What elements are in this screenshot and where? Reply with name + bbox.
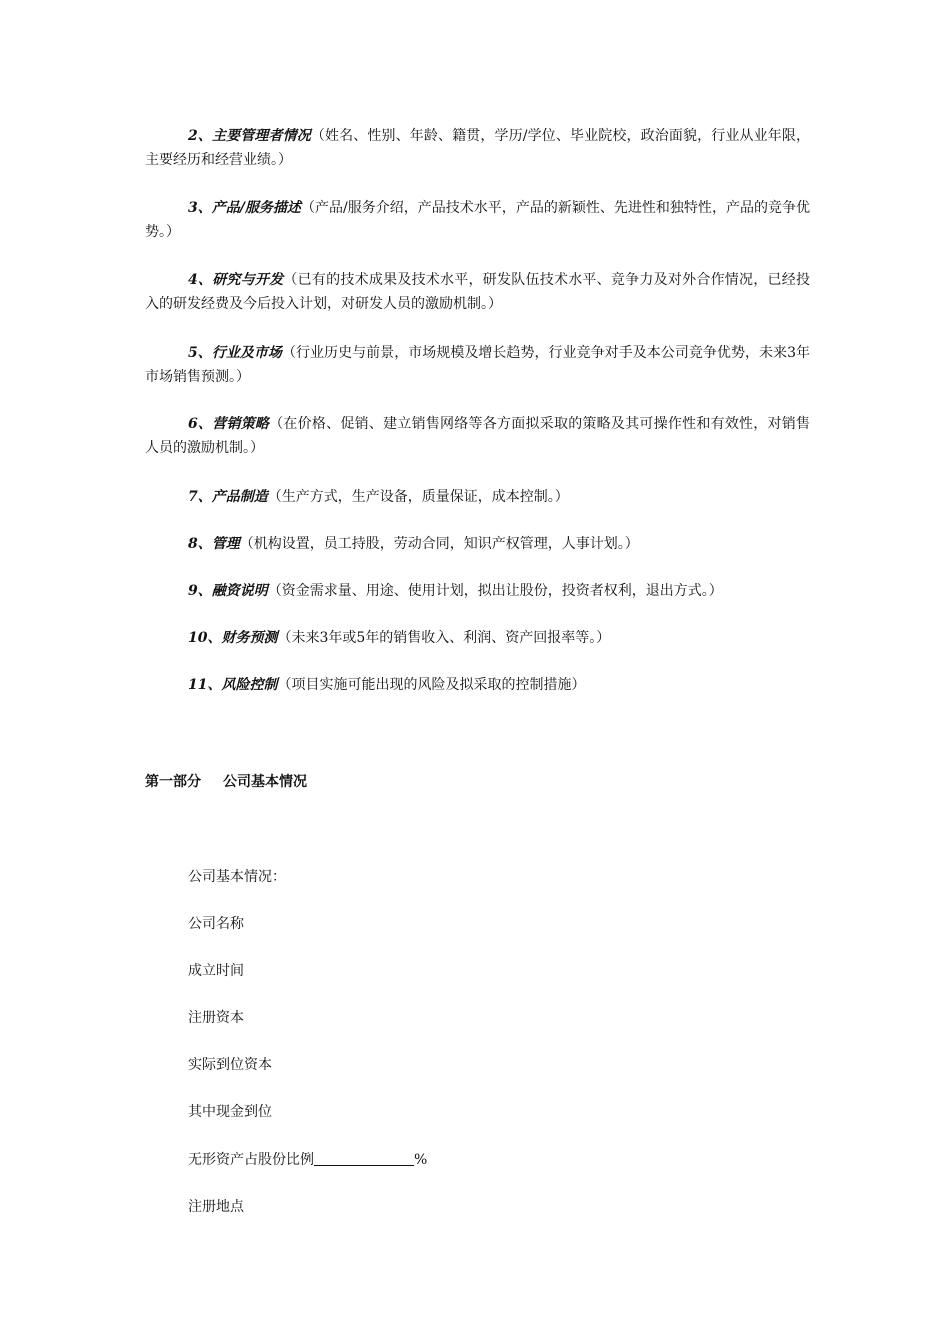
section-item-financing (145, 579, 810, 603)
section-item-product (145, 196, 810, 244)
section-item-manufacturing (145, 485, 810, 509)
section-item-forecast (145, 626, 810, 650)
field-intangible-ratio (188, 1149, 427, 1169)
section-heading: 3、产品/服务描述 (188, 200, 301, 216)
section-description: （姓名、性别、年龄、籍贯，学历/学位、毕业院校，政治面貌，行业从业年限，主要经历和经营业绩。） (145, 128, 811, 168)
section-item-admin (145, 532, 810, 556)
percent-unit: % (414, 1152, 428, 1168)
section-heading: 2、主要管理者情况 (188, 128, 311, 144)
section-item-risk (145, 673, 810, 697)
section-item-market (145, 341, 810, 389)
section-heading: 4、研究与开发 (188, 272, 284, 288)
section-description: （产品/服务介绍，产品技术水平，产品的新颖性、先进性和独特性，产品的竞争优势。） (145, 200, 810, 240)
section-description: （在价格、促销、建立销售网络等各方面拟采取的策略及其可操作性和有效性，对销售人员的激励机制。） (145, 416, 811, 456)
section-description: （未来3年或5年的销售收入、利润、资产回报率等。） (277, 630, 611, 646)
section-description: （行业历史与前景，市场规模及增长趋势，行业竞争对手及本公司竞争优势，未来3年市场销售预测。） (145, 345, 811, 385)
section-description: （已有的技术成果及技术水平，研发队伍技术水平、竞争力及对外合作情况，已经投入的研发经费及今后投入计划，对研发人员的激励机制。） (145, 272, 811, 312)
intangible-ratio-label: 无形资产占股份比例 (188, 1152, 314, 1168)
section-heading: 9、融资说明 (188, 583, 268, 599)
section-item-management (145, 124, 810, 172)
part-label: 第一部分 (145, 774, 201, 790)
section-heading: 10、财务预测 (188, 630, 278, 646)
part-title (145, 771, 307, 791)
section-description: （项目实施可能出现的风险及拟采取的控制措施） (277, 677, 586, 693)
section-description: （机构设置，员工持股，劳动合同，知识产权管理，人事计划。） (239, 536, 639, 552)
field-registered-address: 注册地点 (188, 1199, 244, 1215)
section-heading: 11、风险控制 (188, 677, 278, 693)
intangible-ratio-blank[interactable] (314, 1151, 414, 1166)
section-description: （资金需求量、用途、使用计划，拟出让股份，投资者权利，退出方式。） (267, 583, 723, 599)
part-heading: 公司基本情况 (223, 774, 307, 790)
section-heading: 6、营销策略 (188, 416, 270, 432)
section-item-rnd (145, 268, 810, 316)
field-company-name: 公司名称 (188, 916, 244, 932)
section-heading: 5、行业及市场 (188, 345, 282, 361)
section-item-marketing (145, 412, 810, 460)
section-description: （生产方式，生产设备，质量保证，成本控制。） (267, 489, 569, 505)
field-intro: 公司基本情况： (188, 869, 286, 885)
field-registered-capital: 注册资本 (188, 1010, 244, 1026)
field-founded: 成立时间 (188, 963, 244, 979)
section-heading: 8、管理 (188, 536, 240, 552)
field-paid-in-capital: 实际到位资本 (188, 1057, 272, 1073)
section-heading: 7、产品制造 (188, 489, 268, 505)
field-cash-paid: 其中现金到位 (188, 1104, 272, 1120)
